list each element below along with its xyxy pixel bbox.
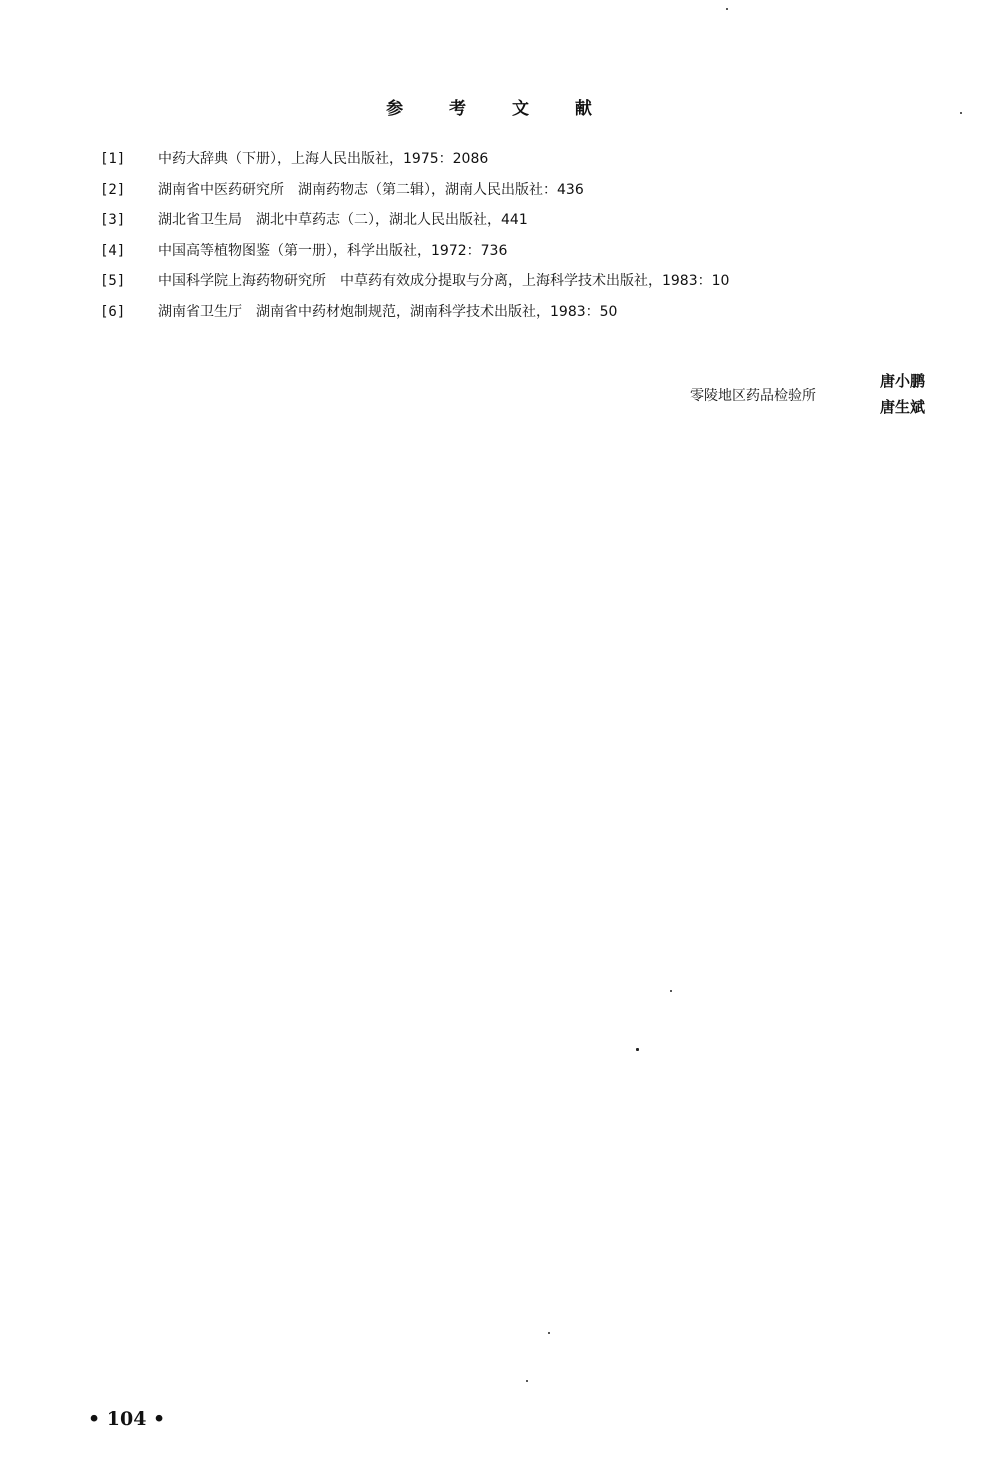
reference-number: [3] xyxy=(100,212,126,228)
scan-speck xyxy=(726,8,728,10)
reference-item xyxy=(100,301,960,332)
scan-speck xyxy=(636,1048,639,1051)
reference-text: 中国科学院上海药物研究所 中草药有效成分提取与分离，上海科学技术出版社，1983：10 xyxy=(158,273,730,289)
reference-text: 中药大辞典（下册），上海人民出版社，1975：2086 xyxy=(158,151,489,167)
reference-item xyxy=(100,148,960,179)
author-list xyxy=(880,368,925,420)
reference-text: 中国高等植物图鉴（第一册），科学出版社，1972：736 xyxy=(158,242,508,259)
author-name: 唐小鹏 xyxy=(880,372,926,390)
references-heading: 参 考 文 献 xyxy=(386,99,612,119)
author-name: 唐生斌 xyxy=(880,398,926,416)
reference-text: 湖南省中医药研究所 湖南药物志（第二辑），湖南人民出版社：436 xyxy=(158,181,584,198)
page-number: • 104 • xyxy=(88,1408,166,1430)
author-affiliation: 零陵地区药品检验所 xyxy=(690,388,816,404)
scan-speck xyxy=(526,1380,528,1382)
reference-number: [1] xyxy=(100,151,126,167)
reference-item xyxy=(100,209,960,240)
scan-speck xyxy=(960,112,962,114)
reference-item xyxy=(100,179,960,210)
reference-number: [5] xyxy=(100,273,126,289)
scan-speck xyxy=(548,1332,550,1334)
reference-text: 湖南省卫生厅 湖南省中药材炮制规范，湖南科学技术出版社，1983：50 xyxy=(158,303,618,320)
reference-item xyxy=(100,240,960,271)
reference-list xyxy=(100,148,960,331)
reference-number: [2] xyxy=(100,181,126,198)
reference-item xyxy=(100,270,960,301)
reference-number: [6] xyxy=(100,303,126,320)
reference-text: 湖北省卫生局 湖北中草药志（二），湖北人民出版社，441 xyxy=(158,212,528,228)
scan-speck xyxy=(670,990,672,992)
reference-number: [4] xyxy=(100,242,126,259)
